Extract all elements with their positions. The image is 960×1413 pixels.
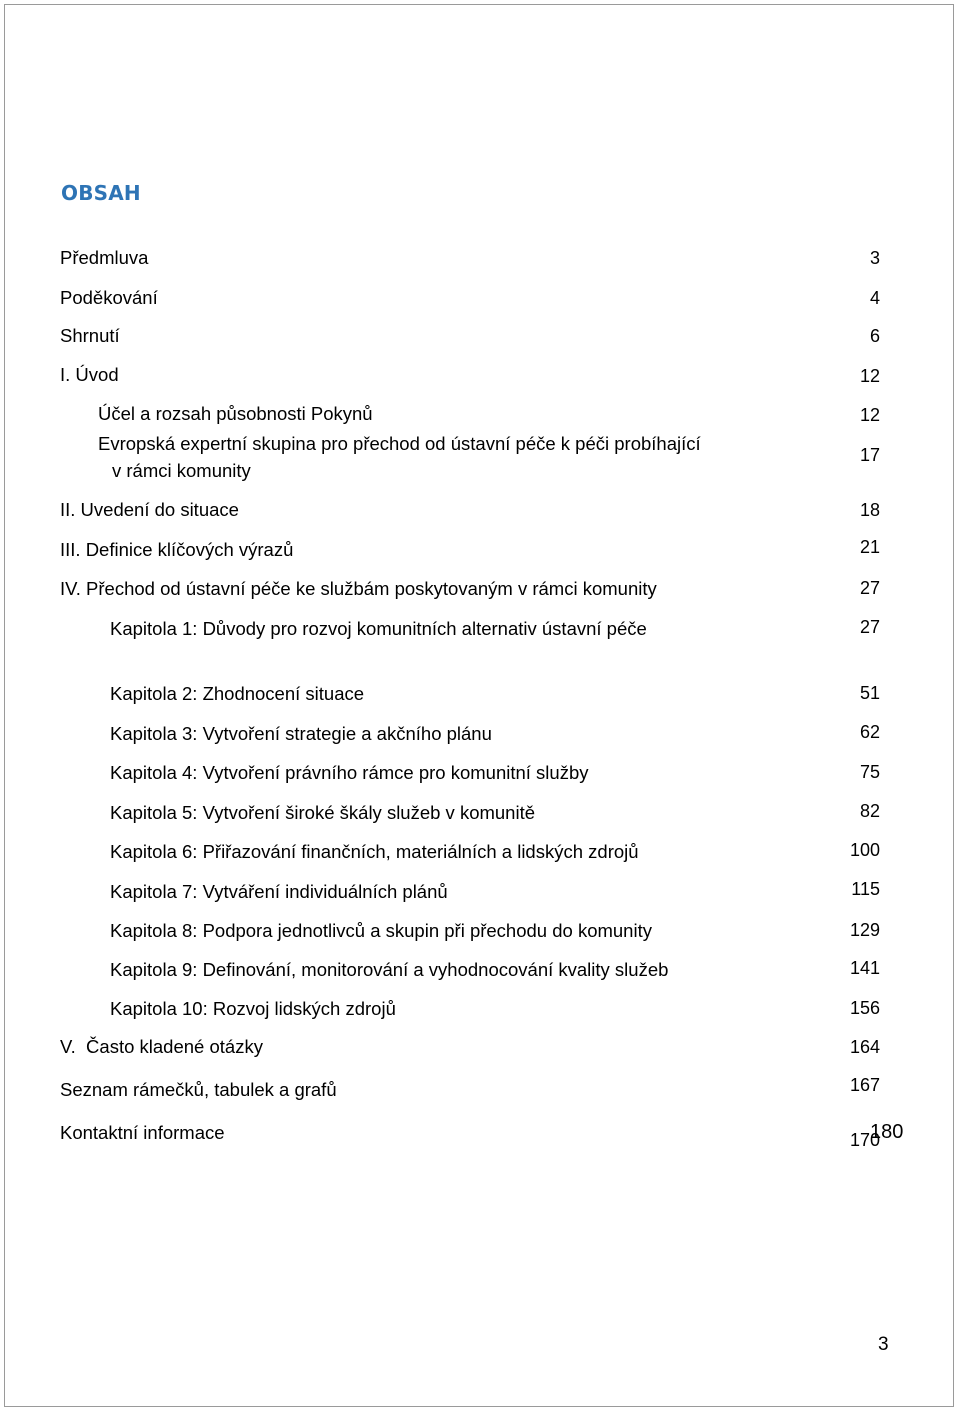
toc-entry-label[interactable]: Kapitola 6: Přiřazování finančních, materiálních a lidských zdrojů [110,841,639,862]
toc-entry-label[interactable]: IV. Přechod od ústavní péče ke službám poskytovaným v rámci komunity [60,578,657,599]
toc-entry-label-line2[interactable]: v rámci komunity [112,460,251,481]
toc-entry-page: 62 [859,722,880,742]
toc-entry-label[interactable]: Kapitola 9: Definování, monitorování a vyhodnocování kvality služeb [110,959,669,980]
toc-entry-page: 75 [859,762,880,782]
toc-entry-label[interactable]: Shrnutí [60,325,120,346]
toc-entry-label-line1[interactable]: Evropská expertní skupina pro přechod od ústavní péče k péči probíhající [98,433,701,454]
toc-entry-page: 100 [849,840,880,860]
toc-entry-page: 164 [849,1037,880,1057]
toc-entry-page: 12 [859,405,880,425]
toc-entry-page: 156 [849,998,880,1018]
toc-entry-label[interactable]: Kapitola 8: Podpora jednotlivců a skupin při přechodu do komunity [110,920,652,941]
toc-entry-label[interactable]: Účel a rozsah působnosti Pokynů [98,403,373,424]
toc-entry-page: 115 [851,879,880,899]
toc-entry-label[interactable]: Předmluva [60,247,149,268]
toc-entry-page: 3 [869,248,880,268]
toc-entry-label[interactable]: Kapitola 7: Vytváření individuálních plánů [110,881,448,902]
toc-entry-page: 12 [859,366,880,386]
toc-entry-page: 51 [859,683,880,703]
footer-page-number: 3 [878,1334,889,1355]
toc-entry-label[interactable]: II. Uvedení do situace [60,499,239,520]
toc-entry-label[interactable]: V. Často kladené otázky [60,1036,263,1057]
toc-entry-page: 27 [859,578,880,598]
toc-entry-label[interactable]: Kapitola 5: Vytvoření široké škály služeb v komunitě [110,802,536,823]
toc-entry-page: 167 [849,1075,880,1095]
toc-entry-label[interactable]: Kapitola 1: Důvody pro rozvoj komunitních alternativ ústavní péče [110,618,647,639]
toc-entry-page: 141 [849,958,880,978]
toc-entry-label[interactable]: Poděkování [60,287,158,308]
toc-entry-page: 4 [869,288,880,308]
toc-entry-page: 21 [859,537,880,557]
toc-entry-page: 129 [849,920,880,940]
toc-entry-label[interactable]: Kapitola 2: Zhodnocení situace [110,683,365,704]
toc-entry-label[interactable]: Kontaktní informace [60,1122,225,1143]
toc-entry-label[interactable]: I. Úvod [60,364,119,385]
toc-entry-page: 18 [859,500,880,520]
toc-entry-page: 6 [869,326,880,346]
toc-entry-page: 27 [859,617,880,637]
toc-entry-page: 170 [849,1130,880,1150]
toc-entry-label[interactable]: Seznam rámečků, tabulek a grafů [60,1079,337,1100]
toc-entry-page: 82 [859,801,880,821]
toc-entry-label[interactable]: Kapitola 4: Vytvoření právního rámce pro komunitní služby [110,762,589,783]
toc-entry-label[interactable]: Kapitola 3: Vytvoření strategie a akčního plánu [110,723,492,744]
toc-heading: OBSAH [61,181,141,205]
toc-entry-label[interactable]: Kapitola 10: Rozvoj lidských zdrojů [110,998,396,1019]
toc-entry-page-overlay: 180 [870,1121,904,1143]
toc-entry-page: 17 [859,445,880,465]
toc-entry-label[interactable]: III. Definice klíčových výrazů [60,539,294,560]
